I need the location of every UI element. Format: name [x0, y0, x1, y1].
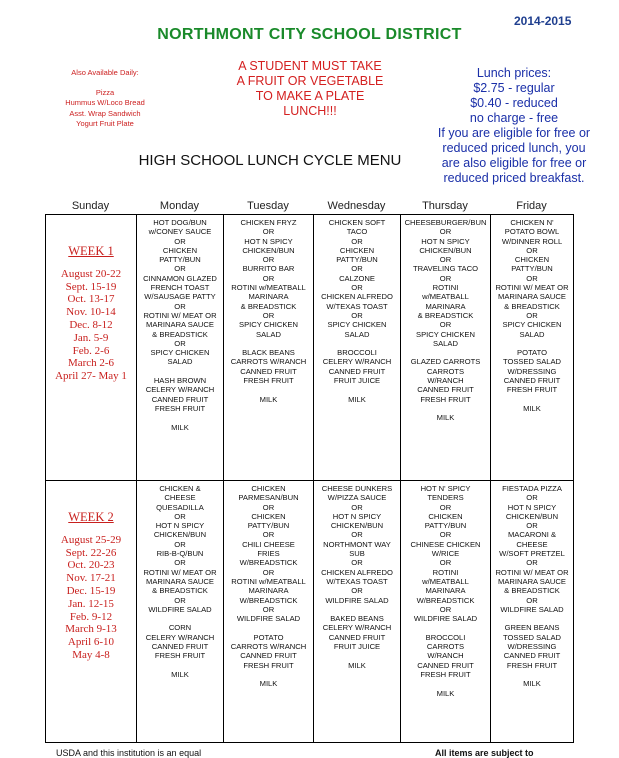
menu-line: MILK: [348, 394, 366, 404]
menu-line: BROCCOLI: [337, 348, 377, 358]
menu-line: CHICKEN FRYZ: [240, 218, 297, 227]
menu-line: GREEN BEANS: [504, 623, 560, 633]
menu-line: WILDFIRE SALAD: [148, 604, 212, 614]
menu-line: BAKED BEANS: [330, 614, 384, 624]
menu-line: W/SOFT PRETZEL: [499, 549, 565, 559]
week-date-range: March 2-6: [67, 357, 115, 370]
menu-line: OR: [351, 502, 363, 512]
menu-line: OR: [526, 595, 538, 605]
menu-line: CHICKEN/BUN: [153, 530, 207, 540]
day-header-sunday: Sunday: [71, 200, 110, 212]
menu-line: W/PIZZA SAUCE: [327, 493, 387, 503]
menu-line: CHICKEN: [514, 255, 550, 265]
menu-line: HOT N SPICY: [421, 236, 470, 246]
menu-line: W/SAUSAGE PATTY: [144, 292, 216, 302]
menu-line: OR: [174, 539, 186, 549]
menu-line: & BREADSTICK: [504, 586, 560, 596]
menu-line: MILK: [348, 660, 366, 670]
menu-line: POTATO BOWL: [504, 227, 560, 237]
menu-line: w/MEATBALL: [422, 292, 469, 302]
menu-line: CALZONE: [339, 273, 375, 283]
menu-line: FIESTADA PIZZA: [502, 484, 562, 493]
menu-line: FRESH FRUIT: [420, 669, 471, 679]
menu-line: FRENCH TOAST: [150, 283, 210, 293]
menu-line: [138, 413, 222, 422]
menu-line: W/BREADSTICK: [239, 558, 298, 568]
menu-line: CHICKEN &: [159, 484, 201, 493]
menu-line: W/TEXAS TOAST: [326, 576, 388, 586]
menu-line: MARINARA SAUCE: [146, 320, 214, 330]
week-date-range: March 9-13: [65, 623, 117, 636]
menu-line: W/RANCH: [427, 376, 464, 386]
menu-line: OR: [439, 502, 452, 512]
week-date-range: August 20-22: [60, 267, 122, 280]
menu-line: FRESH FRUIT: [243, 376, 294, 386]
menu-line: CHICKEN SOFT: [328, 218, 386, 227]
menu-line: CHICKEN ALFREDO: [321, 292, 393, 302]
menu-line: MARINARA: [425, 301, 466, 311]
menu-line: OR: [351, 310, 363, 320]
menu-line: OR: [262, 255, 275, 265]
menu-line: QUESADILLA: [156, 502, 204, 512]
menu-line: SALAD: [519, 329, 545, 339]
menu-line: [315, 605, 399, 614]
menu-line: SUB: [349, 549, 365, 559]
also-available-title: Also Available Daily:: [71, 68, 139, 77]
menu-line: [402, 679, 489, 688]
menu-line: ROTINI W/ MEAT OR: [143, 567, 217, 577]
menu-line: OR: [439, 320, 452, 330]
menu-line: OR: [174, 558, 186, 568]
menu-line: CELERY W/RANCH: [145, 632, 215, 642]
menu-line: OR: [262, 273, 275, 283]
menu-line: OR: [439, 558, 452, 568]
menu-line: MILK: [523, 403, 541, 413]
menu-line: ROTINI w/MEATBALL: [231, 576, 306, 586]
menu-line: CARROTS W/RANCH: [230, 357, 307, 367]
menu-line: & BREADSTICK: [152, 586, 208, 596]
menu-cell-thursday: [401, 481, 491, 743]
plate-rule-line: A STUDENT MUST TAKE: [238, 59, 382, 73]
menu-line: OR: [351, 264, 363, 274]
menu-line: FRESH FRUIT: [243, 660, 294, 670]
menu-line: FRESH FRUIT: [506, 385, 558, 395]
week-date-range: Sept. 22-26: [65, 546, 117, 559]
menu-line: FRIES: [257, 549, 280, 559]
menu-line: OR: [351, 236, 363, 246]
menu-line: SPICY CHICKEN: [239, 320, 298, 330]
menu-line: OR: [174, 236, 186, 246]
menu-cell-wednesday: [314, 215, 401, 481]
price-line: reduced priced lunch, you: [442, 141, 586, 155]
week-date-range: Nov. 17-21: [66, 572, 116, 585]
day-header-row: [45, 200, 573, 214]
menu-line: & BREADSTICK: [417, 310, 474, 320]
school-year: 2014-2015: [514, 14, 572, 28]
menu-line: FRUIT JUICE: [333, 642, 381, 652]
day-header-tuesday: Tuesday: [247, 200, 289, 212]
menu-line: RIB-B-Q/BUN: [156, 549, 204, 559]
menu-line: SALAD: [344, 329, 370, 339]
menu-line: FRUIT JUICE: [333, 376, 381, 386]
menu-line: W/RICE: [431, 549, 460, 559]
menu-line: CELERY W/RANCH: [322, 357, 392, 367]
week-date-range: Feb. 9-12: [69, 610, 113, 623]
menu-line: WILDFIRE SALAD: [413, 614, 478, 624]
menu-line: CHICKEN/BUN: [505, 511, 559, 521]
week-date-range: Dec. 15-19: [66, 584, 116, 597]
menu-cell-wednesday: [314, 481, 401, 743]
week-row-1: [46, 215, 574, 481]
menu-line: SPICY CHICKEN: [150, 348, 210, 358]
menu-line: [402, 348, 489, 357]
menu-line: W/DRESSING: [507, 642, 557, 652]
menu-line: CHICKEN ALFREDO: [321, 567, 393, 577]
menu-line: SPICY CHICKEN: [327, 320, 387, 330]
menu-cell-friday: [491, 481, 574, 743]
menu-line: OR: [351, 530, 363, 540]
menu-line: w/CONEY SAUCE: [148, 227, 212, 237]
menu-line: HOT N' SPICY: [420, 484, 471, 493]
week-date-range: August 25-29: [60, 533, 122, 546]
menu-line: WILDFIRE SALAD: [325, 595, 389, 605]
price-line: reduced priced breakfast.: [443, 171, 585, 185]
menu-line: [492, 395, 572, 404]
menu-line: OR: [262, 227, 275, 237]
menu-line: FRESH FRUIT: [506, 660, 558, 670]
menu-line: MILK: [171, 669, 189, 679]
menu-line: OR: [262, 502, 275, 512]
plate-rule-line: A FRUIT OR VEGETABLE: [236, 74, 384, 88]
menu-line: ROTINI w/MEATBALL: [231, 283, 306, 293]
menu-line: & BREADSTICK: [152, 329, 208, 339]
menu-line: [225, 670, 312, 679]
menu-line: MILK: [259, 679, 278, 689]
menu-line: CARROTS: [426, 366, 465, 376]
menu-line: OR: [439, 227, 452, 237]
week-date-range: Jan. 12-15: [68, 597, 114, 610]
menu-line: TENDERS: [427, 493, 464, 503]
menu-line: CHEESE DUNKERS: [321, 484, 393, 493]
menu-line: OR: [174, 264, 186, 274]
menu-line: OR: [262, 530, 275, 540]
week-date-range: Feb. 2-6: [72, 344, 110, 357]
week-dates-cell: [46, 215, 137, 481]
day-header-thursday: Thursday: [422, 200, 468, 212]
menu-title: HIGH SCHOOL LUNCH CYCLE MENU: [138, 152, 402, 169]
menu-line: OR: [439, 273, 452, 283]
menu-line: & BREADSTICK: [240, 301, 297, 311]
also-item: Hummus W/Loco Bread: [65, 98, 145, 107]
menu-line: CORN: [168, 623, 192, 633]
footer-disclaimer: USDA and this institution is an equal: [56, 748, 202, 758]
price-line: Lunch prices:: [476, 66, 552, 80]
menu-line: FRESH FRUIT: [420, 394, 471, 404]
menu-line: MILK: [436, 688, 455, 698]
menu-line: PATTY/BUN: [424, 521, 467, 531]
price-line: no charge - free: [469, 111, 559, 125]
menu-line: MARINARA: [425, 586, 466, 596]
menu-line: MILK: [259, 394, 278, 404]
menu-line: POTATO: [253, 632, 284, 642]
menu-line: MARINARA: [248, 586, 289, 596]
menu-line: W/TEXAS TOAST: [326, 301, 388, 311]
menu-line: W/DRESSING: [507, 366, 557, 376]
menu-line: CANNED FRUIT: [328, 632, 386, 642]
menu-line: [138, 614, 222, 623]
week-row-2: [46, 481, 574, 743]
menu-line: CHICKEN N': [510, 218, 554, 227]
plate-rule-line: LUNCH!!!: [283, 104, 337, 118]
menu-line: OR: [526, 493, 538, 503]
menu-line: WILDFIRE SALAD: [500, 604, 564, 614]
menu-line: OR: [439, 604, 452, 614]
also-available-box: [40, 68, 170, 130]
menu-line: CHICKEN/BUN: [419, 245, 472, 255]
menu-line: BROCCOLI: [425, 632, 466, 642]
menu-line: W/DINNER ROLL: [501, 236, 563, 246]
week-date-range: Dec. 8-12: [69, 318, 113, 331]
menu-line: TACO: [346, 227, 368, 237]
menu-line: PATTY/BUN: [336, 255, 378, 265]
district-title: NORTHMONT CITY SCHOOL DISTRICT: [157, 26, 462, 43]
menu-line: MARINARA SAUCE: [146, 576, 214, 586]
week-date-range: Nov. 10-14: [66, 306, 116, 319]
menu-line: w/MEATBALL: [422, 576, 469, 586]
menu-line: OR: [526, 558, 538, 568]
week-dates-cell: [46, 481, 137, 743]
week-date-range: May 4-8: [72, 648, 110, 661]
also-item: Asst. Wrap Sandwich: [69, 108, 141, 118]
menu-line: BLACK BEANS: [242, 348, 295, 358]
menu-cell-thursday: [401, 215, 491, 481]
menu-line: SPICY CHICKEN: [416, 329, 475, 339]
menu-line: CHEESE: [164, 493, 196, 503]
week-date-range: April 6-10: [67, 636, 115, 649]
menu-line: FRESH FRUIT: [154, 403, 206, 413]
week-date-range: Jan. 5-9: [73, 331, 109, 344]
menu-line: PATTY/BUN: [159, 255, 201, 265]
menu-line: OR: [526, 310, 538, 320]
menu-line: CANNED FRUIT: [240, 366, 297, 376]
menu-line: OR: [351, 558, 363, 568]
week-date-range: Oct. 13-17: [67, 293, 115, 306]
plate-rule-notice: [220, 59, 400, 119]
menu-line: W/BREADSTICK: [239, 595, 298, 605]
menu-line: HOT N SPICY: [332, 511, 382, 521]
menu-line: CANNED FRUIT: [417, 385, 474, 395]
menu-line: CANNED FRUIT: [503, 376, 561, 386]
menu-line: CINNAMON GLAZED: [143, 273, 217, 283]
menu-line: CHICKEN: [251, 484, 286, 493]
price-line: are also eligible for free or: [441, 156, 587, 170]
menu-line: OR: [526, 521, 538, 531]
menu-line: HOT N SPICY: [507, 502, 557, 512]
menu-line: OR: [262, 567, 275, 577]
menu-line: PARMESAN/BUN: [238, 493, 299, 503]
menu-line: CANNED FRUIT: [417, 660, 474, 670]
menu-line: HOT N SPICY: [244, 236, 293, 246]
menu-line: BURRITO BAR: [242, 264, 295, 274]
menu-line: [492, 670, 572, 679]
price-line: If you are eligible for free or: [437, 126, 591, 140]
menu-line: CHICKEN/BUN: [242, 245, 295, 255]
menu-line: [402, 623, 489, 632]
menu-line: CHEESE: [516, 539, 548, 549]
menu-line: TOSSED SALAD: [502, 632, 562, 642]
menu-line: TOSSED SALAD: [502, 357, 562, 367]
menu-line: CHICKEN/BUN: [330, 521, 384, 531]
menu-line: NORTHMONT WAY: [323, 539, 391, 549]
menu-line: [402, 404, 489, 413]
week-label: WEEK 1: [68, 244, 114, 258]
menu-cell-tuesday: [224, 215, 314, 481]
menu-line: [138, 661, 222, 670]
menu-line: [138, 367, 222, 376]
also-item: Pizza: [95, 87, 115, 97]
menu-cell-friday: [491, 215, 574, 481]
week-label: WEEK 2: [68, 510, 114, 524]
menu-line: OR: [262, 604, 275, 614]
footer-subject-note: All items are subject to: [435, 748, 534, 758]
menu-line: OR: [174, 338, 186, 348]
day-header-wednesday: Wednesday: [327, 200, 386, 212]
menu-line: CANNED FRUIT: [503, 651, 561, 661]
menu-line: [315, 651, 399, 660]
menu-line: [492, 339, 572, 348]
menu-cell-monday: [137, 215, 224, 481]
menu-line: HOT DOG/BUN: [153, 218, 207, 227]
menu-line: CHICKEN: [339, 245, 375, 255]
menu-line: SALAD: [256, 329, 281, 339]
menu-line: SALAD: [433, 338, 458, 348]
menu-line: CHILI CHEESE: [242, 539, 295, 549]
menu-line: PATTY/BUN: [511, 264, 553, 274]
menu-line: WILDFIRE SALAD: [236, 614, 301, 624]
menu-line: OR: [174, 595, 186, 605]
week-date-range: Sept. 15-19: [65, 280, 117, 293]
menu-line: CARROTS: [426, 642, 465, 652]
menu-line: OR: [351, 586, 363, 596]
menu-line: CARROTS W/RANCH: [230, 642, 307, 652]
also-item: Yogurt Fruit Plate: [76, 119, 134, 128]
menu-line: W/RANCH: [427, 651, 464, 661]
menu-line: CANNED FRUIT: [151, 394, 209, 404]
menu-line: OR: [439, 255, 452, 265]
price-line: $2.75 - regular: [473, 81, 555, 95]
menu-line: [315, 385, 399, 394]
menu-line: OR: [174, 511, 186, 521]
menu-line: OR: [351, 283, 363, 293]
menu-line: ROTINI W/ MEAT OR: [495, 283, 569, 293]
plate-rule-line: TO MAKE A PLATE: [255, 89, 365, 103]
menu-line: MARINARA SAUCE: [498, 576, 566, 586]
menu-line: CHEESEBURGER/BUN: [404, 218, 487, 227]
menu-line: GLAZED CARROTS: [410, 357, 481, 367]
menu-line: MARINARA: [248, 292, 289, 302]
menu-line: TRAVELING TACO: [413, 264, 478, 274]
menu-line: CHICKEN: [162, 245, 198, 255]
menu-line: MILK: [436, 413, 455, 423]
menu-line: POTATO: [517, 348, 547, 358]
menu-line: OR: [526, 273, 538, 283]
day-header-friday: Friday: [516, 200, 547, 212]
price-line: $0.40 - reduced: [470, 96, 558, 110]
menu-line: [225, 623, 312, 632]
menu-line: CHICKEN: [251, 511, 286, 521]
menu-line: OR: [526, 245, 538, 255]
menu-line: ROTINI: [432, 567, 459, 577]
menu-line: MARINARA SAUCE: [498, 292, 566, 302]
menu-line: HOT N SPICY: [155, 521, 205, 531]
menu-line: OR: [262, 310, 275, 320]
menu-line: FRESH FRUIT: [154, 651, 206, 661]
menu-line: MILK: [523, 679, 541, 689]
menu-line: CANNED FRUIT: [240, 651, 297, 661]
menu-line: CANNED FRUIT: [328, 366, 386, 376]
menu-line: PATTY/BUN: [247, 521, 290, 531]
menu-line: ROTINI W/ MEAT OR: [495, 567, 569, 577]
menu-line: CHINESE CHICKEN: [410, 539, 481, 549]
menu-table: [45, 214, 574, 743]
day-header-monday: Monday: [159, 200, 200, 212]
menu-line: SPICY CHICKEN: [502, 320, 562, 330]
menu-line: W/BREADSTICK: [416, 595, 475, 605]
menu-line: MILK: [171, 422, 189, 432]
week-date-range: April 27- May 1: [55, 370, 127, 383]
menu-line: MACARONI &: [507, 530, 557, 540]
week-date-range: Oct. 20-23: [67, 559, 115, 572]
menu-line: SALAD: [167, 357, 193, 367]
menu-line: [225, 385, 312, 394]
menu-line: [492, 614, 572, 623]
menu-line: OR: [174, 301, 186, 311]
menu-line: ROTINI: [432, 283, 459, 293]
menu-line: CELERY W/RANCH: [322, 623, 392, 633]
menu-line: CANNED FRUIT: [151, 642, 209, 652]
menu-line: [315, 339, 399, 348]
menu-line: ROTINI W/ MEAT OR: [143, 310, 217, 320]
menu-line: [225, 339, 312, 348]
menu-line: & BREADSTICK: [504, 301, 560, 311]
menu-cell-monday: [137, 481, 224, 743]
menu-cell-tuesday: [224, 481, 314, 743]
menu-line: CELERY W/RANCH: [145, 385, 215, 395]
menu-line: CHICKEN: [428, 511, 463, 521]
menu-line: HASH BROWN: [153, 376, 207, 386]
menu-line: OR: [439, 530, 452, 540]
